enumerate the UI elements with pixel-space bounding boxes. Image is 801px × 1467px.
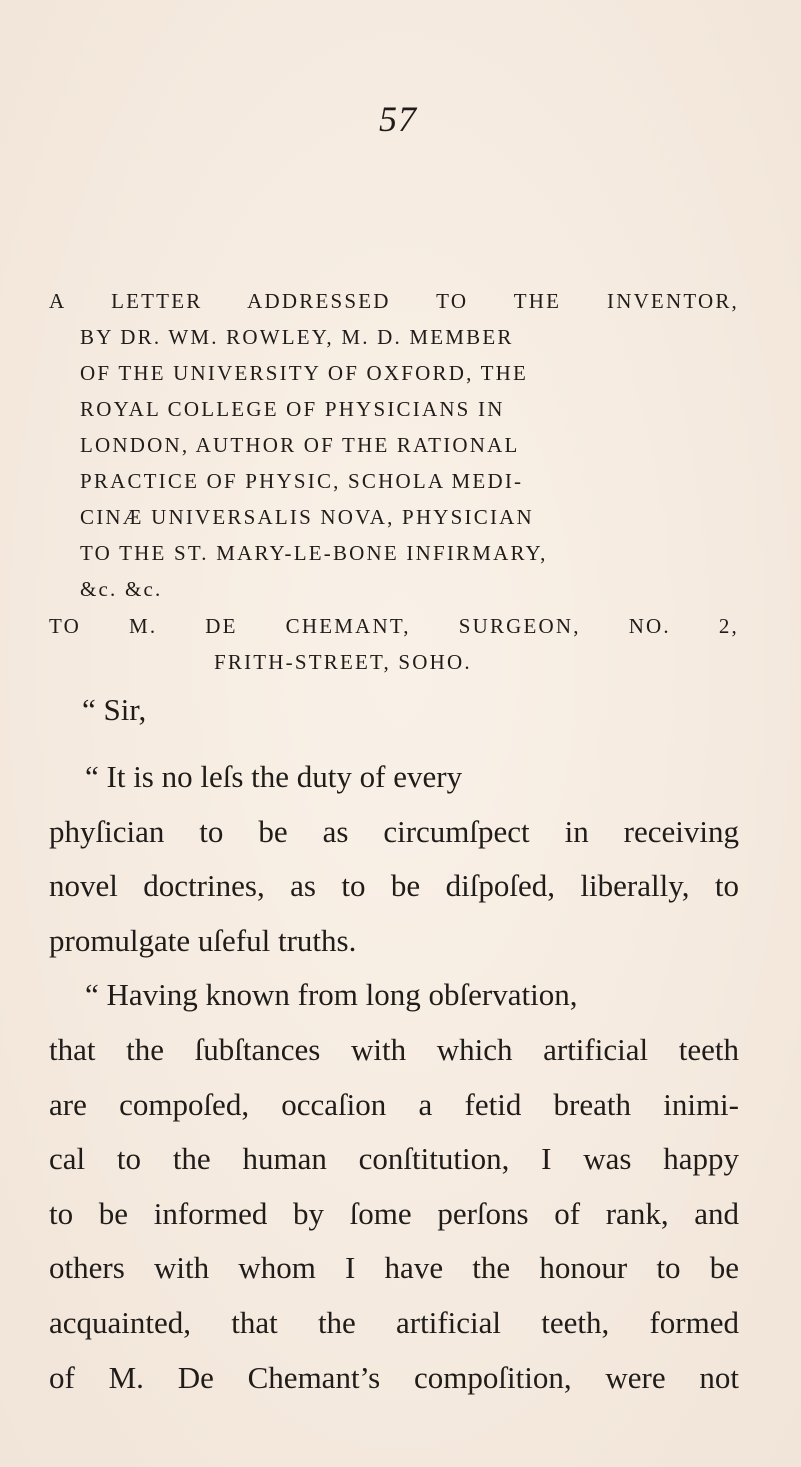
body-line: that the ſubſtances with which artificial teeth	[49, 1031, 739, 1067]
body-line: phyſician to be as circumſpect in receiving	[49, 813, 739, 849]
body-line: “ It is no leſs the duty of every	[85, 759, 463, 794]
salutation: “ Sir,	[82, 692, 147, 727]
body-line: cal to the human conſtitution, I was happy	[49, 1141, 739, 1177]
heading-line: CINÆ UNIVERSALIS NOVA, PHYSICIAN	[80, 505, 534, 529]
body-line: promulgate uſeful truths.	[49, 922, 357, 958]
body-line: of M. De Chemant’s compoſition, were not	[49, 1359, 739, 1395]
heading-line: A LETTER ADDRESSED TO THE INVENTOR,	[49, 289, 739, 313]
heading-line: LONDON, AUTHOR OF THE RATIONAL	[80, 433, 520, 457]
heading-line: PRACTICE OF PHYSIC, SCHOLA MEDI-	[80, 469, 524, 493]
page-number: 57	[379, 99, 417, 139]
address-line: FRITH-STREET, SOHO.	[214, 650, 472, 674]
heading-line: OF THE UNIVERSITY OF OXFORD, THE	[80, 361, 529, 385]
letter-body	[49, 754, 739, 1409]
heading-line: ROYAL COLLEGE OF PHYSICIANS IN	[80, 397, 505, 421]
heading-line: &c. &c.	[80, 577, 163, 601]
body-line: are compoſed, occaſion a fetid breath inimi-	[49, 1086, 739, 1122]
address-block	[49, 608, 739, 680]
body-line: others with whom I have the honour to be	[49, 1250, 739, 1286]
letter-heading	[49, 283, 739, 607]
address-line: TO M. DE CHEMANT, SURGEON, NO. 2,	[49, 614, 739, 638]
body-line: “ Having known from long obſervation,	[85, 977, 578, 1013]
body-line: acquainted, that the artificial teeth, formed	[49, 1304, 739, 1340]
heading-line: TO THE ST. MARY-LE-BONE INFIRMARY,	[80, 541, 548, 565]
heading-line: BY DR. WM. ROWLEY, M. D. MEMBER	[80, 325, 514, 349]
body-line: novel doctrines, as to be diſpoſed, liberally, to	[49, 868, 739, 904]
body-line: to be informed by ſome perſons of rank, and	[49, 1195, 739, 1231]
